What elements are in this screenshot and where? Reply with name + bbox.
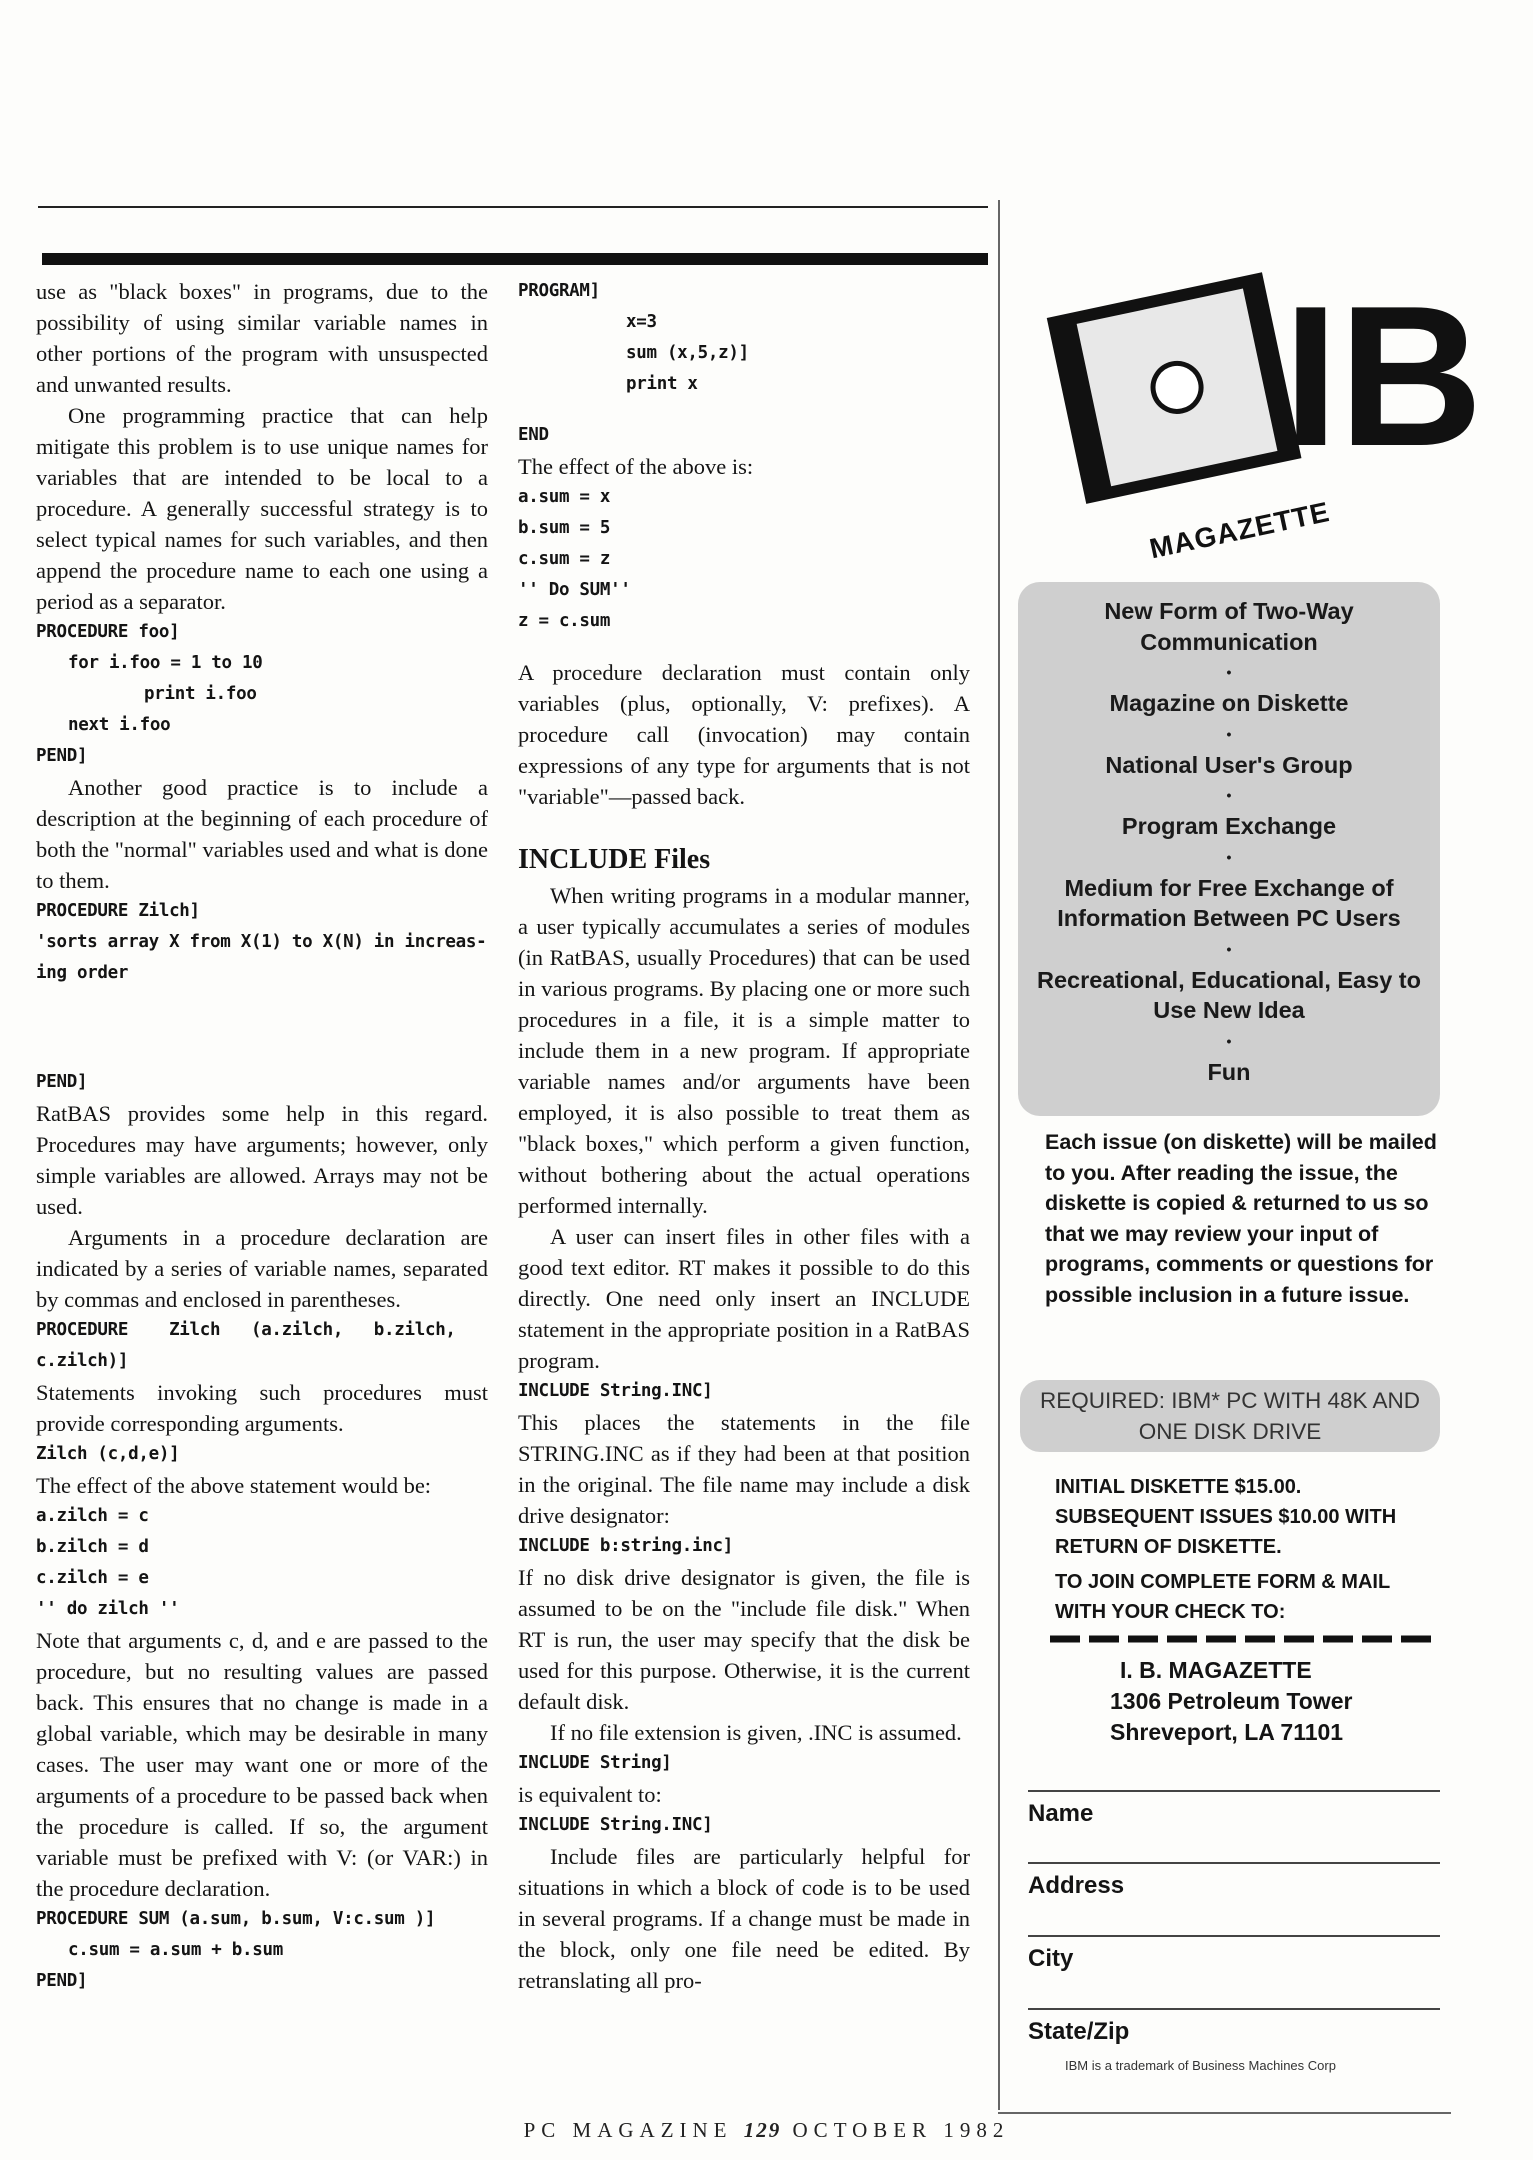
article-column-right xyxy=(518,276,970,1996)
code-line: INCLUDE String] xyxy=(518,1753,672,1773)
pricing-text: INITIAL DISKETTE $15.00. SUBSEQUENT ISSUES $10.00 WITH RETURN OF DISKETTE. xyxy=(1055,1476,1397,1558)
code-line: b.zilch = d xyxy=(36,1537,149,1557)
code-line: PROCEDURE Zilch (a.zilch, b.zilch, xyxy=(36,1320,456,1340)
join-instructions: TO JOIN COMPLETE FORM & MAIL WITH YOUR CHECK TO: xyxy=(1055,1571,1390,1623)
field-label: Name xyxy=(1028,1800,1094,1827)
paragraph: Note that arguments c, d, and e are passed to the procedure, but no resulting values are passed back. This ensures that no change is made in a global variable, which may be desirable in many cases. The user may want one or more of the arguments of a procedure to be passed back when the procedure is called. If so, the argument variable must be prefixed with V: (or VAR:) in the procedure declaration. xyxy=(36,1628,488,1901)
code-line: c.sum = z xyxy=(518,549,611,569)
code-line: INCLUDE b:string.inc] xyxy=(518,1536,733,1556)
paragraph: Include files are particularly helpful for situations in which a block of code is to be used in several programs. If a change must be made in the block, only one file need be edited. By retranslating all pro- xyxy=(518,1844,970,1993)
code-line: END xyxy=(518,425,549,445)
code-line: a.sum = x xyxy=(518,487,611,507)
code-line: PROCEDURE Zilch] xyxy=(36,901,200,921)
feature-item: Fun xyxy=(1207,1058,1251,1085)
paragraph: A procedure declaration must contain only variables (plus, optionally, V: prefixes). A procedure call (invocation) may contain expressions of any type for arguments that is not "variable"—passed back. xyxy=(518,660,970,809)
paragraph: use as "black boxes" in programs, due to the possibility of using similar variable names in other portions of the program with unsuspected and unwanted results. xyxy=(36,279,488,397)
code-line: next i.foo xyxy=(68,715,171,735)
paragraph: The effect of the above statement would be: xyxy=(36,1473,432,1498)
bullet: • xyxy=(1226,664,1232,680)
field-label: State/Zip xyxy=(1028,2018,1130,2045)
bullet: • xyxy=(1226,787,1232,803)
page-footer xyxy=(0,2118,1533,2143)
code-line: ing order xyxy=(36,963,129,983)
footer-date: OCTOBER 1982 xyxy=(792,2118,1010,2142)
paragraph: The effect of the above is: xyxy=(518,454,754,479)
ad-description: Each issue (on diskette) will be mailed to you. After reading the issue, the diskette is copied & returned to us so that we may review your input of programs, comments or questions for possible inclusion in a future issue. xyxy=(1045,1130,1437,1307)
code-line: a.zilch = c xyxy=(36,1506,149,1526)
code-line: Zilch (c,d,e)] xyxy=(36,1444,180,1464)
paragraph: A user can insert files in other files with a good text editor. RT makes it possible to do this directly. One need only insert an INCLUDE statement in the appropriate position in a RatBAS program. xyxy=(518,1224,970,1373)
trademark-note: IBM is a trademark of Business Machines Corp xyxy=(1065,2058,1336,2073)
code-line: INCLUDE String.INC] xyxy=(518,1381,713,1401)
top-rule xyxy=(38,206,988,208)
address-line: I. B. MAGAZETTE xyxy=(1120,1657,1312,1683)
column-header-bar xyxy=(42,253,988,265)
feature-item: Program Exchange xyxy=(1121,813,1337,839)
code-line: '' do zilch '' xyxy=(36,1599,180,1619)
code-line: PEND] xyxy=(36,1072,88,1092)
paragraph: RatBAS provides some help in this regard. Procedures may have arguments; however, only simple variables are allowed. Arrays may not be used. xyxy=(36,1101,488,1219)
paragraph: is equivalent to: xyxy=(518,1782,662,1807)
paragraph: If no file extension is given, .INC is assumed. xyxy=(550,1720,962,1745)
logo-letter-b: IB xyxy=(1283,265,1483,488)
features-box xyxy=(1018,582,1440,1116)
city-field[interactable] xyxy=(1028,1935,1440,1973)
bullet: • xyxy=(1226,940,1232,957)
mailing-address xyxy=(1110,1655,1440,1748)
address-field[interactable] xyxy=(1028,1862,1440,1900)
code-line: c.zilch = e xyxy=(36,1568,149,1588)
code-line: PROCEDURE foo] xyxy=(36,622,180,642)
state-zip-field[interactable] xyxy=(1028,2008,1440,2046)
code-line: for i.foo = 1 to 10 xyxy=(68,653,263,673)
paragraph: When writing programs in a modular manner, a user typically accumulates a series of modules (in RatBAS, usually Procedures) that can be used in various programs. By placing one or more such procedures in a file, it is a simple matter to include them in a new program. If appropriate variable names and/or arguments have been employed, it is also possible to treat them as "black boxes," which perform a given function, without bothering about the actual operations performed internally. xyxy=(518,883,970,1218)
code-line: PEND] xyxy=(36,1971,88,1991)
paragraph: Statements invoking such procedures must provide corresponding arguments. xyxy=(36,1380,488,1436)
paragraph: Arguments in a procedure declaration are indicated by a series of variable names, separated by commas and enclosed in parentheses. xyxy=(36,1225,488,1312)
code-line: c.zilch)] xyxy=(36,1351,129,1371)
field-label: City xyxy=(1028,1945,1074,1972)
code-line: print x xyxy=(626,374,698,394)
bullet: • xyxy=(1226,1032,1232,1049)
code-line: x=3 xyxy=(626,312,657,332)
code-line: print i.foo xyxy=(144,684,257,704)
address-line: Shreveport, LA 71101 xyxy=(1110,1719,1344,1745)
code-line: INCLUDE String.INC] xyxy=(518,1815,713,1835)
paragraph: This places the statements in the file STRING.INC as if they had been at that position in the original. The file name may include a disk drive designator: xyxy=(518,1410,970,1528)
code-line: sum (x,5,z)] xyxy=(626,343,749,363)
page-number: 129 xyxy=(743,2118,782,2142)
code-line: '' Do SUM'' xyxy=(518,580,631,600)
bullet: • xyxy=(1226,725,1232,742)
code-line: z = c.sum xyxy=(518,611,611,631)
code-line: PEND] xyxy=(36,746,88,766)
feature-item: Magazine on Diskette xyxy=(1109,690,1349,716)
article-column-left xyxy=(36,276,488,1997)
paragraph: Another good practice is to include a description at the beginning of each procedure of both the "normal" variables used and what is done to them. xyxy=(36,775,489,893)
feature-item: National User's Group xyxy=(1105,751,1353,778)
logo-word: MAGAZETTE xyxy=(1146,495,1333,565)
address-line: 1306 Petroleum Tower xyxy=(1110,1688,1353,1714)
bullet: • xyxy=(1226,848,1232,865)
code-line: b.sum = 5 xyxy=(518,518,611,538)
code-line: 'sorts array X from X(1) to X(N) in increas- xyxy=(36,932,487,952)
code-line: PROCEDURE SUM (a.sum, b.sum, V:c.sum )] xyxy=(36,1909,436,1929)
name-field[interactable] xyxy=(1028,1790,1440,1828)
bottom-rule xyxy=(998,2112,1451,2114)
column-divider xyxy=(998,200,1000,2110)
footer-magazine: PC MAGAZINE xyxy=(523,2118,733,2142)
feature-item: Medium for Free Exchange of Information Between PC Users xyxy=(1057,874,1401,931)
requirement-box: REQUIRED: IBM* PC WITH 48K AND ONE DISK DRIVE xyxy=(1020,1380,1440,1452)
code-line: c.sum = a.sum + b.sum xyxy=(68,1940,283,1960)
dashed-separator xyxy=(1050,1634,1440,1644)
magazette-logo xyxy=(1038,240,1483,565)
code-line: PROGRAM] xyxy=(518,281,600,301)
feature-item: New Form of Two-Way Communication xyxy=(1104,598,1354,655)
field-label: Address xyxy=(1028,1872,1125,1899)
section-heading: INCLUDE Files xyxy=(518,844,711,875)
paragraph: If no disk drive designator is given, the file is assumed to be on the "include file disk." When RT is run, the user may specify that the disk be used for this purpose. Otherwise, it is the current default disk. xyxy=(518,1565,970,1714)
feature-item: Recreational, Educational, Easy to Use New Idea xyxy=(1037,966,1421,1023)
advertisement xyxy=(1010,240,1483,2100)
paragraph: One programming practice that can help mitigate this problem is to use unique names for variables that are intended to be local to a procedure. A generally successful strategy is to select typical names for such variables, and then append the procedure name to each one using a period as a separator. xyxy=(36,403,488,614)
